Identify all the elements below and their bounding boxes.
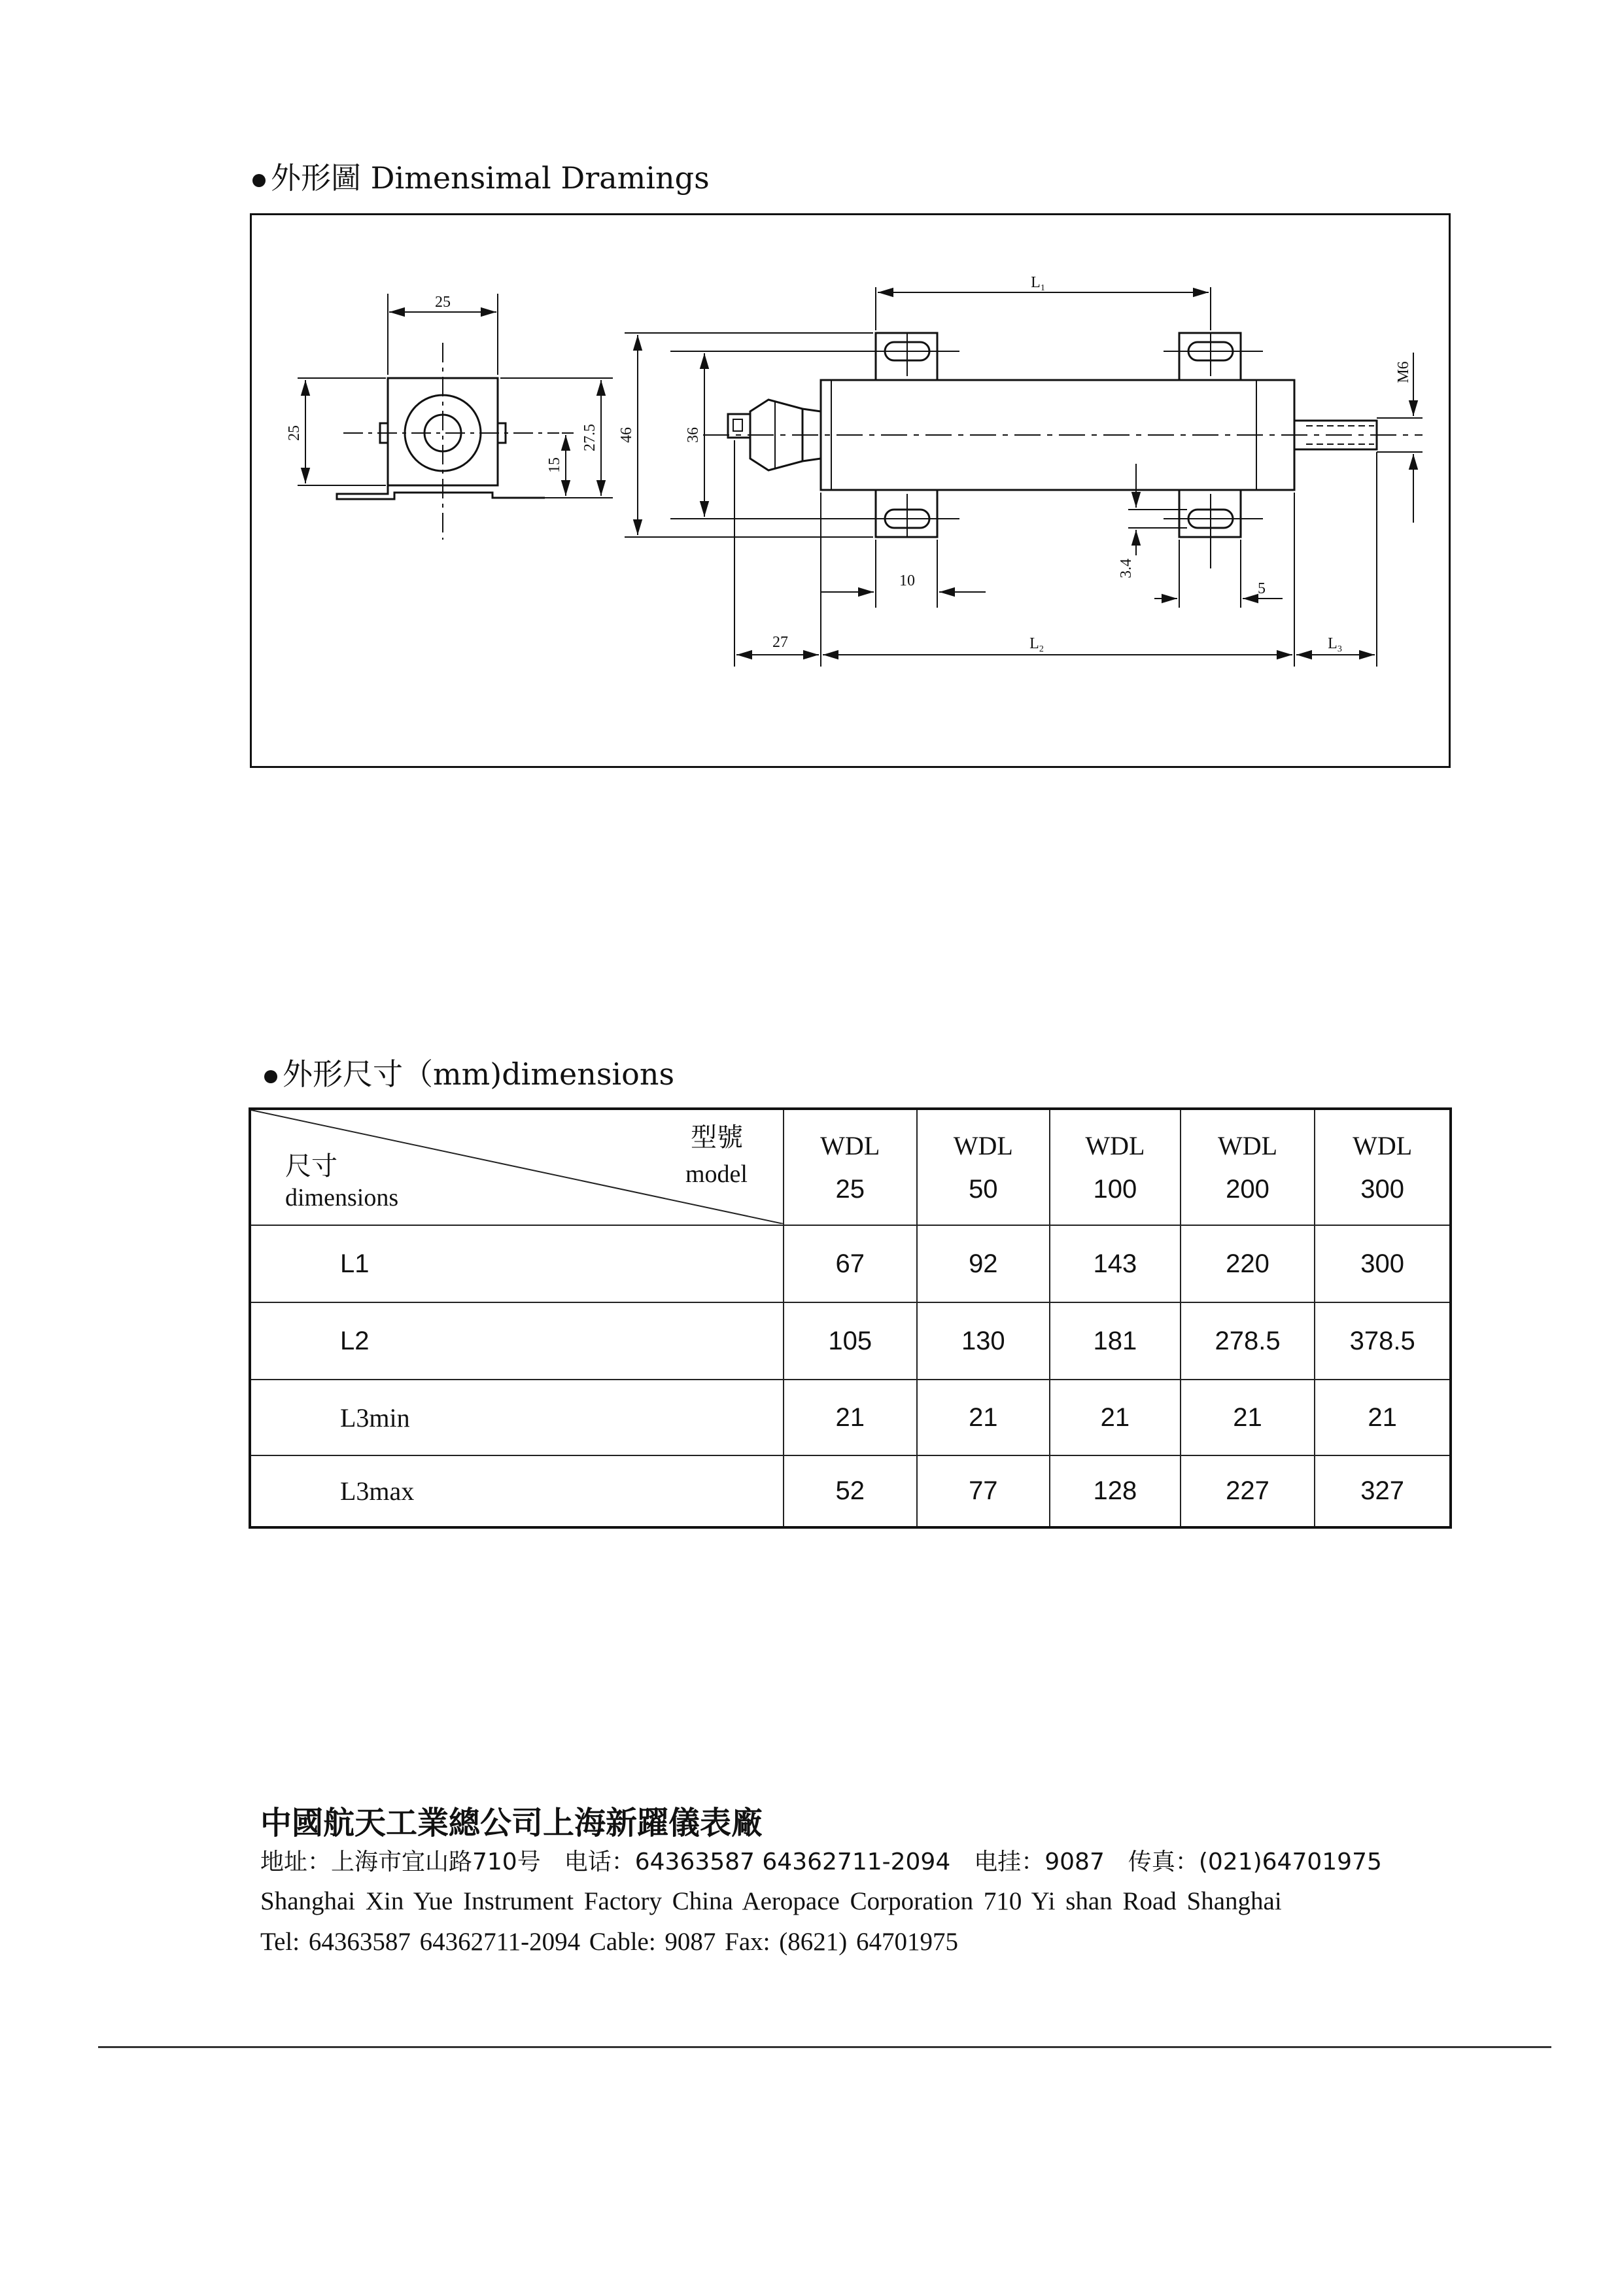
model-number: 50 [969,1174,998,1204]
model-prefix: WDL [820,1130,880,1160]
table-row [250,1302,1451,1380]
contact-en: Tel: 64363587 64362711-2094 Cable: 9087 Fax: (8621) 64701975 [260,1928,958,1956]
label-l2-main: L [1029,635,1039,652]
label-l3 [1328,635,1342,654]
table-cell: 300 [1315,1225,1451,1302]
model-number: 25 [835,1174,865,1204]
corner-dim-zh: 尺寸 [285,1151,337,1181]
label-end-width: 25 [435,294,451,311]
table-cell: 52 [784,1455,917,1527]
table-cell: 21 [917,1380,1050,1455]
address-zh: 地址：上海市宜山路710号 电话：64363587 64362711-2094 电挂：9087 传真：(021)64701975 [260,1849,1382,1875]
label-thread: M6 [1395,361,1412,383]
model-number: 100 [1093,1174,1137,1204]
model-prefix: WDL [953,1130,1013,1160]
corner-dim-en: dimensions [285,1184,399,1211]
row-label-l3max: L3max [250,1455,784,1527]
table-cell: 278.5 [1181,1302,1315,1380]
end-view [298,294,613,540]
end-view-base-bracket [337,485,545,499]
table-cell: 227 [1181,1455,1315,1527]
label-l1 [1031,274,1045,293]
mount-top-left [860,333,959,380]
rear-clevis [728,414,750,438]
table-cell: 77 [917,1455,1050,1527]
table-cell: 67 [784,1225,917,1302]
label-l1-main: L [1031,274,1041,291]
label-l2-sub: 2 [1039,644,1044,654]
label-mount-offset: 5 [1258,580,1266,597]
corner-model-en: model [685,1160,748,1188]
dimensions-table [249,1107,1452,1529]
table-row [250,1380,1451,1455]
label-side-outer-height: 46 [618,427,635,443]
model-header-wdl300 [1315,1109,1451,1225]
table-cell: 220 [1181,1225,1315,1302]
label-rod-length: 27 [772,634,788,651]
table-cell: 21 [1315,1380,1451,1455]
table-title-unit: （mm) [403,1056,502,1092]
row-label-l3min: L3min [250,1380,784,1455]
table-cell: 92 [917,1225,1050,1302]
corner-model-zh: 型號 [691,1122,743,1153]
label-l2 [1029,635,1044,654]
label-end-total-height: 27.5 [581,424,598,451]
row-label-l1: L1 [250,1225,784,1302]
table-cell: 21 [1181,1380,1315,1455]
table-row [250,1455,1451,1527]
label-side-body-height: 36 [685,427,702,443]
table-cell: 128 [1050,1455,1181,1527]
table-section-title [264,1051,674,1094]
model-prefix: WDL [1085,1130,1145,1160]
bullet-icon [264,1070,277,1083]
mount-bottom-right [1164,490,1263,568]
drawing-title-en: Dimensimal Dramings [370,160,710,196]
drawing-title-zh: 外形圖 [271,160,361,196]
label-l3-sub: 3 [1337,644,1342,654]
company-name: 中國航天工業總公司上海新躍儀表廠 [260,1805,763,1841]
model-header-wdl25 [784,1109,917,1225]
model-header-wdl50 [917,1109,1050,1225]
table-title-zh: 外形尺寸 [283,1056,403,1092]
label-mount-width: 10 [899,572,915,589]
label-mount-slot: 3.4 [1118,559,1135,578]
table-cell: 105 [784,1302,917,1380]
table-cell: 181 [1050,1302,1181,1380]
model-prefix: WDL [1217,1130,1278,1160]
label-end-center-height: 15 [546,457,563,473]
table-cell: 21 [1050,1380,1181,1455]
label-end-height: 25 [286,425,303,441]
label-l3-main: L [1328,635,1337,652]
table-row [250,1225,1451,1302]
drawing-frame [250,213,1451,768]
drawing-section-title [252,154,710,198]
table-title-en: dimensions [502,1056,675,1092]
table-header-row [250,1109,1451,1225]
model-prefix: WDL [1353,1130,1413,1160]
mount-top-right [1164,333,1263,380]
table-cell: 143 [1050,1225,1181,1302]
row-label-l2: L2 [250,1302,784,1380]
table-corner-cell [250,1109,784,1225]
address-en: Shanghai Xin Yue Instrument Factory China Aeropace Corporation 710 Yi shan Road Shanghai [260,1887,1282,1915]
mount-bottom-left [860,490,959,537]
table-cell: 21 [784,1380,917,1455]
table-cell: 378.5 [1315,1302,1451,1380]
table-cell: 327 [1315,1455,1451,1527]
dimension-drawing [252,215,1449,766]
bullet-icon [252,174,266,187]
model-number: 200 [1226,1174,1269,1204]
bottom-divider [98,2046,1551,2048]
model-number: 300 [1360,1174,1405,1204]
table-cell: 130 [917,1302,1050,1380]
label-l1-sub: 1 [1040,283,1045,293]
model-header-wdl100 [1050,1109,1181,1225]
side-view [625,287,1423,667]
model-header-wdl200 [1181,1109,1315,1225]
